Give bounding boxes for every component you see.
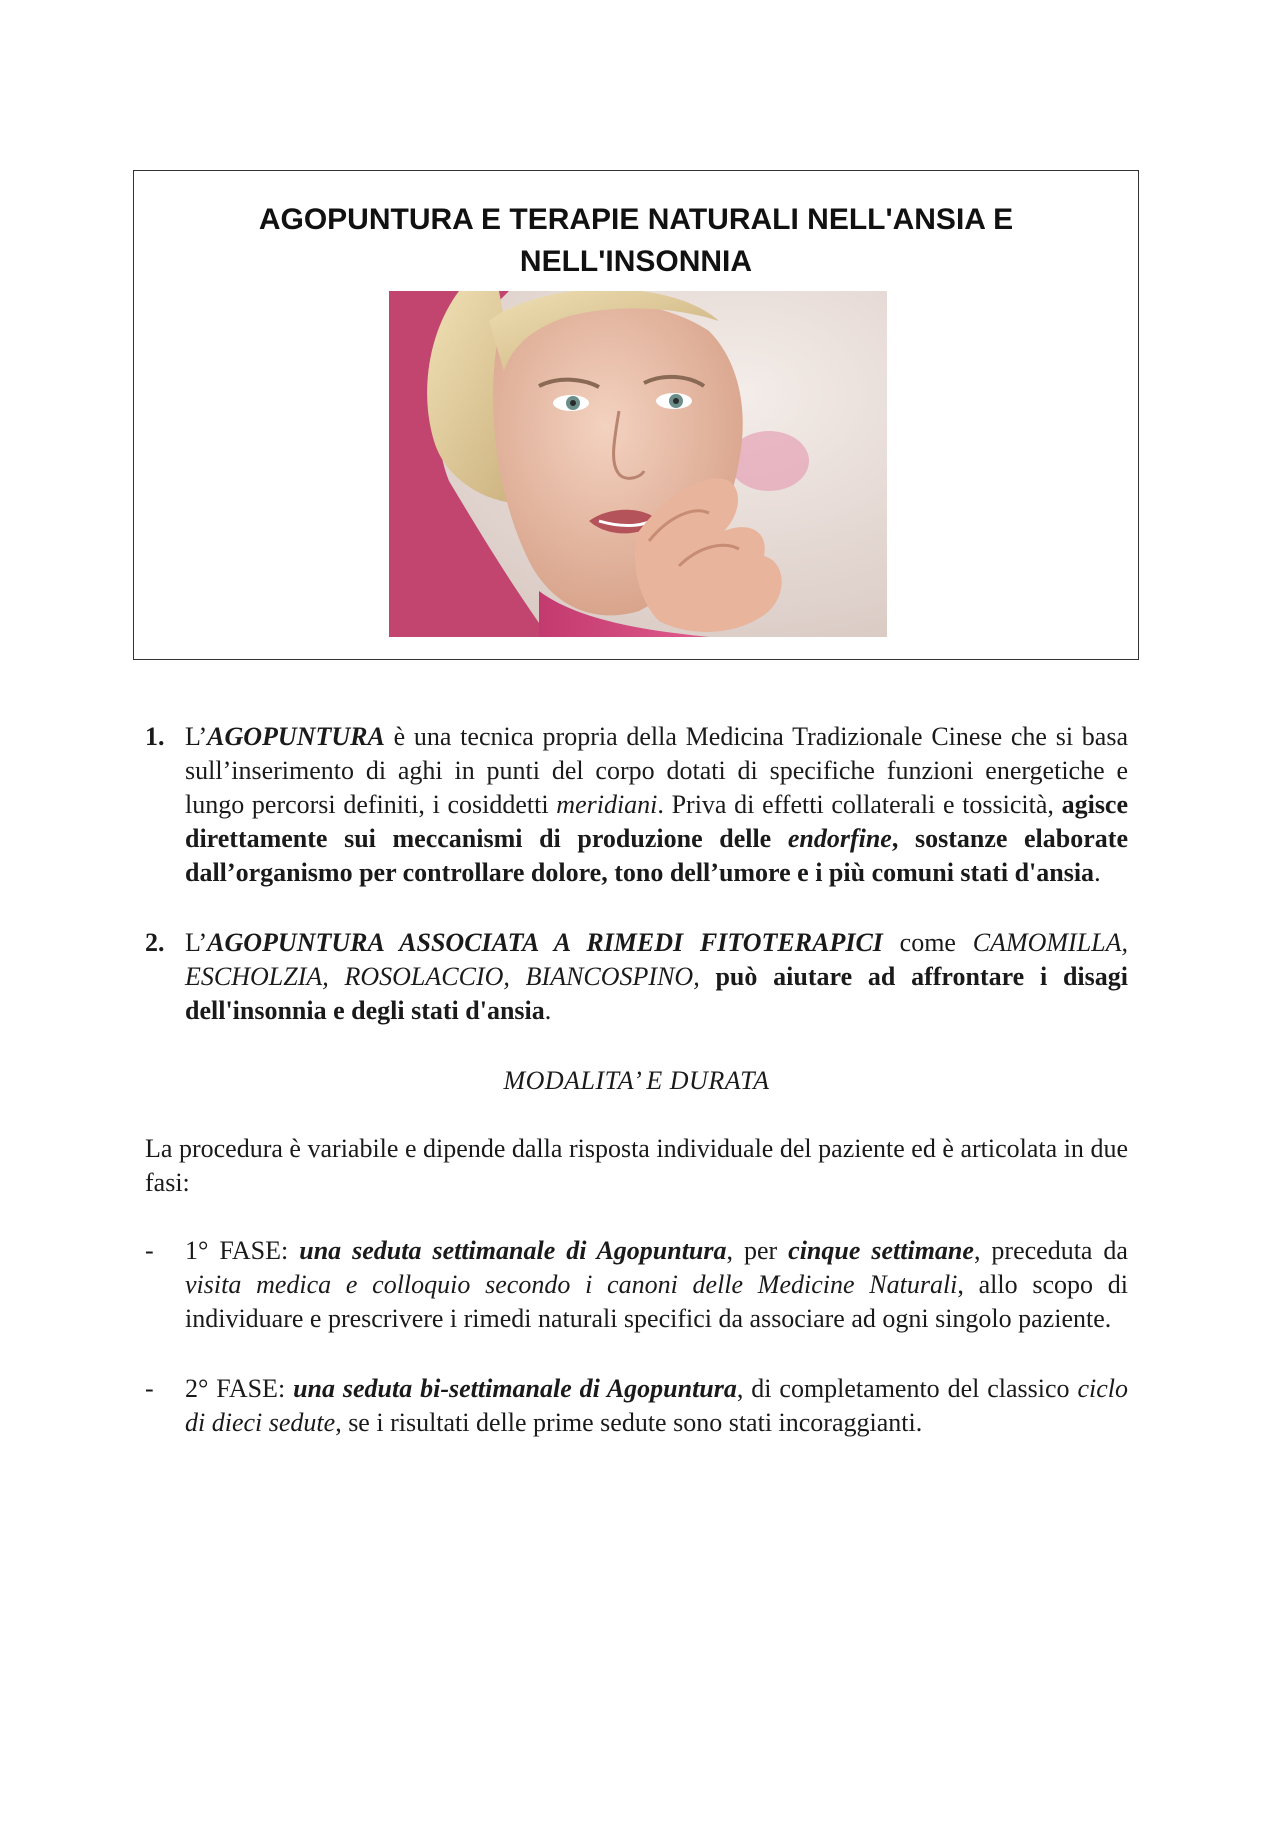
photo-illustration	[389, 291, 887, 637]
section-heading: MODALITA’ E DURATA	[503, 1066, 770, 1095]
anxious-woman-photo	[389, 291, 887, 637]
text-run: L’	[185, 722, 208, 751]
emphasis-text: una seduta settimanale di Agopuntura	[299, 1236, 727, 1265]
text-run: come	[882, 928, 973, 957]
text-run: . Priva di effetti collaterali e tossicità,	[657, 790, 1062, 819]
emphasis-text: AGOPUNTURA	[207, 722, 385, 751]
emphasis-text: CAMOMILLA, ESCHOLZIA, ROSOLACCIO, BIANCOSPINO,	[185, 928, 1128, 991]
text-run: , per	[726, 1236, 789, 1265]
text-run: è una tecnica propria della Medicina Tradizionale Cinese che si basa sull’inserimento di aghi in punti del corpo dotati di specifiche funzioni energetiche e lungo percorsi definiti, i cosiddetti	[185, 722, 1128, 819]
text-run: 1° FASE:	[185, 1236, 300, 1265]
emphasis-text: endorfine	[787, 824, 892, 853]
text-run: .	[1094, 858, 1101, 887]
emphasis-text: una seduta bi-settimanale di Agopuntura	[293, 1374, 737, 1403]
text-run: , se i risultati delle prime sedute sono stati incoraggianti.	[335, 1408, 923, 1437]
text-run: , di completamento del classico	[736, 1374, 1078, 1403]
item-text	[185, 720, 1128, 890]
emphasis-text: AGOPUNTURA ASSOCIATA A RIMEDI FITOTERAPICI	[207, 928, 883, 957]
item-number: 1.	[145, 722, 165, 751]
list-item	[145, 926, 1128, 1028]
text-run: 2° FASE:	[185, 1374, 294, 1403]
text-run: L’	[185, 928, 208, 957]
text-run: , preceduta da	[973, 1236, 1128, 1265]
emphasis-text: ciclo di dieci sedute	[185, 1374, 1128, 1437]
emphasis-text: cinque settimane	[788, 1236, 974, 1265]
text-run	[700, 962, 716, 991]
page-title: AGOPUNTURA E TERAPIE NATURALI NELL'ANSIA E NELL'INSONNIA	[258, 203, 1014, 278]
bold-text: può aiutare ad affrontare i disagi dell'insonnia e degli stati d'ansia	[185, 962, 1128, 1025]
document-body	[145, 720, 1128, 1476]
phase-text	[185, 1372, 1128, 1440]
dash-bullet: -	[145, 1236, 154, 1265]
phase-item	[145, 1234, 1128, 1336]
text-run: .	[544, 996, 552, 1025]
emphasis-text: visita medica e colloquio secondo i canoni delle Medicine Naturali	[185, 1270, 958, 1299]
intro-paragraph: La procedura è variabile e dipende dalla risposta individuale del paziente ed è articolata in due fasi:	[145, 1134, 1128, 1197]
bold-text: agisce direttamente sui meccanismi di produzione delle	[185, 790, 1129, 853]
item-number: 2.	[145, 928, 165, 957]
header-box	[133, 170, 1139, 660]
dash-bullet: -	[145, 1374, 154, 1403]
list-item	[145, 720, 1128, 890]
text-run: , allo scopo di individuare e prescrivere i rimedi naturali specifici da associare ad ogni singolo paziente.	[185, 1270, 1128, 1333]
phase-text	[185, 1234, 1128, 1336]
phase-item	[145, 1372, 1128, 1440]
item-text	[185, 926, 1128, 1028]
bold-text: , sostanze elaborate dall’organismo per controllare dolore, tono dell’umore e i più comuni stati d'ansia	[185, 824, 1128, 887]
emphasis-text: meridiani	[556, 790, 658, 819]
